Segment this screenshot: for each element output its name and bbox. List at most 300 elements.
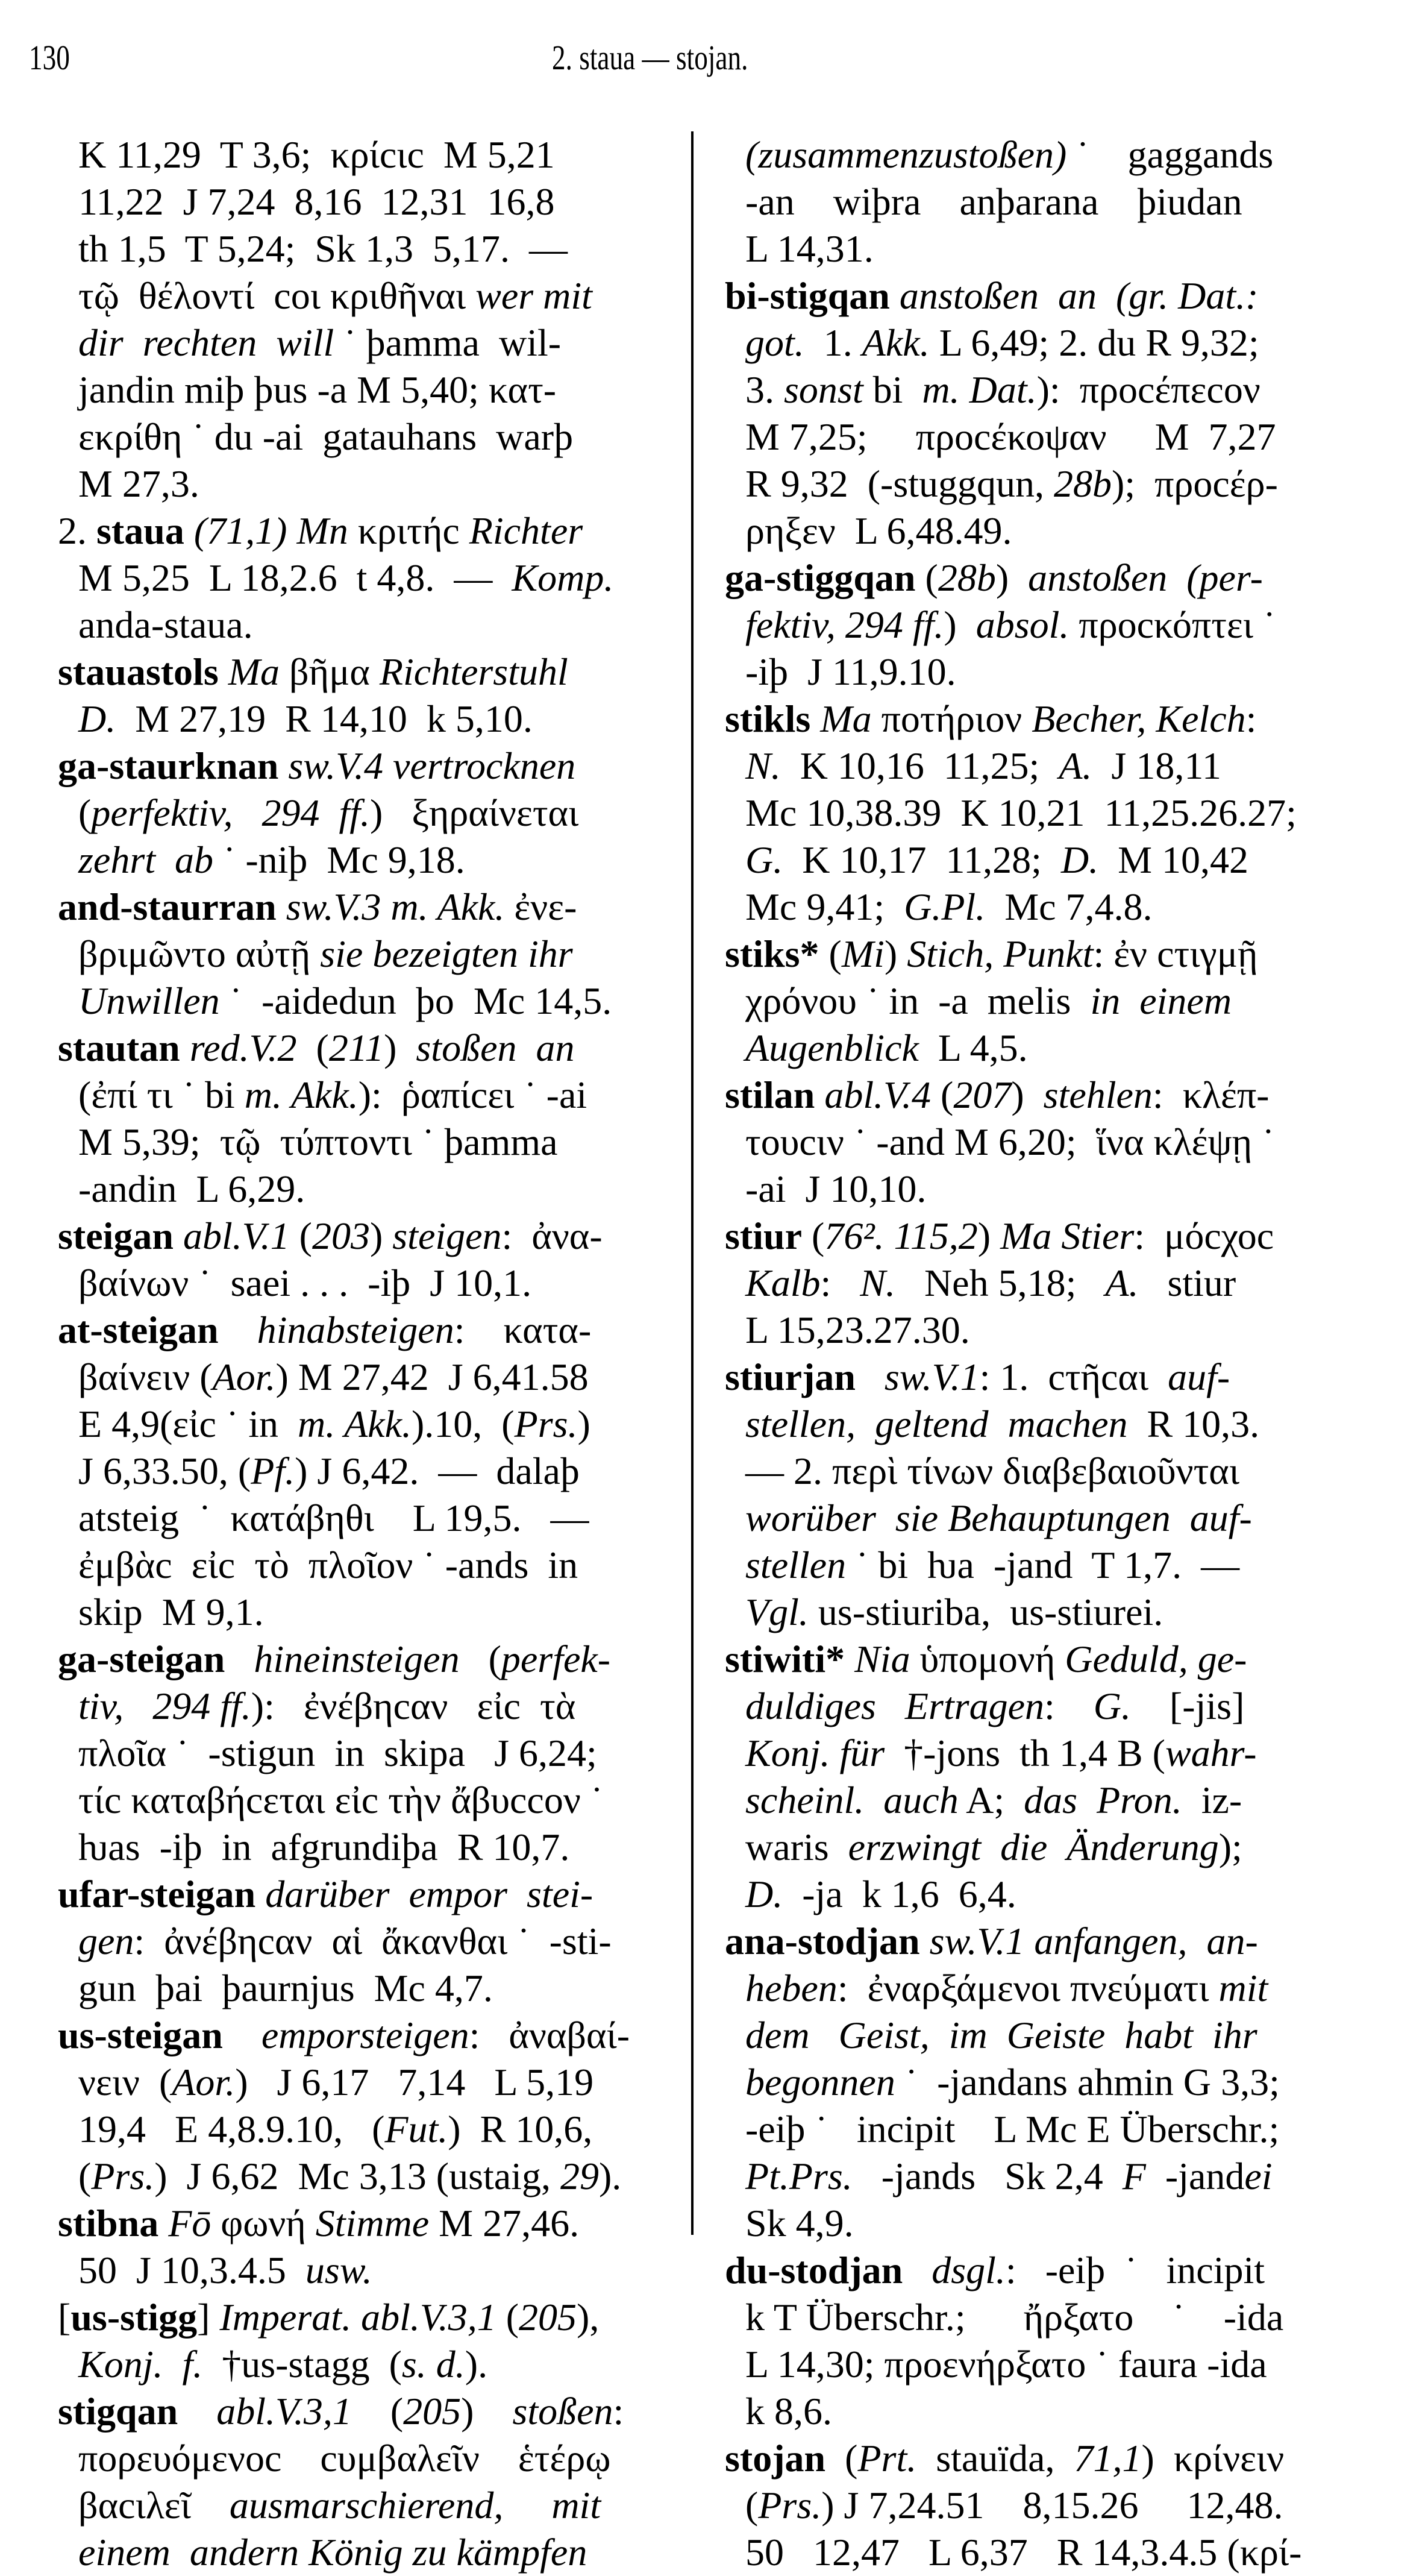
- entry-text: ).10, (: [411, 1403, 515, 1445]
- italic-gloss: stellen: [745, 1544, 847, 1586]
- entry-line: [58, 2153, 660, 2200]
- entry-text: ): [577, 1403, 590, 1445]
- italic-gloss: 207: [953, 1073, 1012, 1116]
- entry-text: M 10,42: [1098, 838, 1248, 881]
- italic-gloss: steigen: [392, 1214, 502, 1257]
- italic-gloss: einem andern König zu kämpfen: [78, 2531, 587, 2574]
- entry-text: βῆμα: [280, 650, 380, 693]
- italic-gloss: m. Akk.: [244, 1073, 359, 1116]
- italic-gloss: gen: [78, 1920, 134, 1962]
- italic-gloss: Richterstuhl: [379, 650, 568, 693]
- italic-gloss: stoßen an: [416, 1026, 575, 1069]
- entry-text: ): [884, 932, 907, 975]
- headword: stautan: [58, 1026, 180, 1069]
- entry-line: [725, 507, 1379, 554]
- headword: stigqan: [58, 2390, 178, 2433]
- entry-text: ): προcέπεcον: [1036, 368, 1260, 411]
- italic-gloss: auf-: [1168, 1356, 1230, 1398]
- entry-text: ).: [465, 2343, 488, 2386]
- italic-gloss: Richter: [469, 509, 583, 552]
- entry-text: -ai J 10,10.: [745, 1167, 927, 1210]
- entry-line: [725, 2341, 1379, 2388]
- headword: ga-staurknan: [58, 744, 279, 787]
- entry-text: iz-: [1182, 1779, 1242, 1821]
- entry-line: [58, 1777, 660, 1824]
- italic-gloss: G.Pl.: [904, 885, 986, 928]
- entry-line: [725, 1119, 1379, 1166]
- italic-gloss: stoßen: [512, 2390, 613, 2433]
- entry-text: 2.: [58, 509, 96, 552]
- entry-line: [725, 2294, 1379, 2341]
- entry-text: τίc καταβήcεται εἰc τὴν ἄβυccον ˙: [78, 1779, 604, 1821]
- italic-gloss: Geduld, ge-: [1065, 1638, 1247, 1680]
- italic-gloss: N.: [860, 1261, 895, 1304]
- entry-line: [725, 790, 1379, 837]
- entry-text: : κατα-: [454, 1308, 592, 1351]
- entry-text: χρόνου ˙ in -a melis: [745, 979, 1091, 1022]
- entry-line: [58, 1260, 660, 1307]
- entry-line: [58, 225, 660, 272]
- entry-text: 1.: [804, 321, 862, 364]
- italic-gloss: 28b: [938, 556, 996, 599]
- entry-text: ): [369, 1214, 393, 1257]
- headword: stiks*: [725, 932, 819, 975]
- entry-text: stauïda,: [916, 2437, 1074, 2480]
- entry-headline: [58, 2012, 660, 2059]
- entry-text: βριμῶντο αὐτῇ: [78, 932, 321, 975]
- entry-headline: [58, 2200, 660, 2247]
- entry-text: waris: [745, 1826, 848, 1868]
- entry-text: M 5,39; τῷ τύπτοντι ˙ þamma: [78, 1120, 558, 1163]
- entry-text: ),: [577, 2296, 600, 2339]
- entry-text: (: [289, 1214, 312, 1257]
- entry-text: Sk 4,9.: [745, 2202, 854, 2245]
- entry-text: M 7,25; προcέκοψαν M 7,27: [745, 415, 1276, 458]
- italic-gloss: sw.V.1: [884, 1356, 980, 1398]
- entry-text: (: [825, 2437, 858, 2480]
- entry-text: [278, 744, 288, 787]
- entry-text: M 27,3.: [78, 462, 199, 505]
- entry-line: [58, 1730, 660, 1777]
- entry-line: [725, 2106, 1379, 2153]
- italic-gloss: begonnen: [745, 2061, 895, 2103]
- headword: staua: [96, 509, 184, 552]
- entry-text: ) J 6,17 7,14 L 5,19: [235, 2061, 594, 2103]
- italic-gloss: Kalb: [745, 1261, 821, 1304]
- italic-gloss: 76². 115,2: [824, 1214, 978, 1257]
- italic-gloss: sie bezeigten ihr: [320, 932, 573, 975]
- entry-line: [58, 554, 660, 602]
- italic-gloss: perfek-: [501, 1638, 611, 1680]
- entry-text: ): ῥαπίcει ˙ -ai: [358, 1073, 587, 1116]
- entry-line: [725, 1965, 1379, 2012]
- entry-text: [: [58, 2296, 71, 2339]
- entry-text: (: [296, 1026, 329, 1069]
- headword: stiur: [725, 1214, 802, 1257]
- entry-text: th 1,5 T 5,24; Sk 1,3 5,17. —: [78, 227, 568, 270]
- entry-headline: [58, 884, 660, 931]
- italic-gloss: Unwillen: [78, 979, 220, 1022]
- italic-gloss: sw.V.3 m. Akk.: [286, 885, 505, 928]
- entry-text: ˙ þamma wil-: [334, 321, 562, 364]
- entry-text: [920, 1920, 930, 1962]
- entry-text: : ἀναβαί-: [469, 2014, 630, 2056]
- entry-text: : ἀνέβηcαν αἱ ἄκανθαι ˙ -sti-: [134, 1920, 612, 1962]
- entry-line: [58, 460, 660, 507]
- entry-text: [903, 2249, 932, 2292]
- entry-text: R 9,32 (-stuggqun,: [745, 462, 1054, 505]
- entry-text: -jand: [1145, 2155, 1245, 2197]
- entry-text: 11,22 J 7,24 8,16 12,31 16,8: [78, 180, 555, 223]
- entry-text: M 27,19 R 14,10 k 5,10.: [116, 697, 533, 740]
- entry-headline: [725, 1072, 1379, 1119]
- entry-text: 50 12,47 L 6,37 R 14,3.4.5 (κρί-: [745, 2531, 1302, 2574]
- italic-gloss: abl.V.1: [183, 1214, 290, 1257]
- entry-text: :: [613, 2390, 624, 2433]
- entry-line: [58, 1166, 660, 1213]
- entry-text: (: [931, 1073, 954, 1116]
- entry-line: [58, 1354, 660, 1401]
- entry-text: : κλέπ-: [1152, 1073, 1270, 1116]
- entry-text: : ἐν cτιγμῇ: [1093, 932, 1258, 975]
- italic-gloss: worüber sie Behauptungen auf-: [745, 1497, 1252, 1539]
- entry-text: (: [745, 2484, 759, 2527]
- italic-gloss: Fō: [168, 2202, 211, 2245]
- entry-line: [725, 131, 1379, 178]
- entry-text: τῷ θέλοντί coι κριθῆναι: [78, 274, 476, 317]
- italic-gloss: Vgl.: [745, 1591, 809, 1633]
- italic-gloss: 29: [560, 2155, 599, 2197]
- italic-gloss: s. d.: [401, 2343, 465, 2386]
- entry-text: A;: [958, 1779, 1024, 1821]
- entry-text: : ἀνα-: [501, 1214, 603, 1257]
- entry-headline: [58, 1307, 660, 1354]
- entry-text: L 14,30; προενήρξατο ˙ faura -ida: [745, 2343, 1267, 2386]
- italic-gloss: 205: [519, 2296, 577, 2339]
- entry-line: [725, 1730, 1379, 1777]
- entry-text: [184, 509, 194, 552]
- entry-text: εκρίθη ˙ du -ai gatauhans warþ: [78, 415, 574, 458]
- italic-gloss: sonst: [784, 368, 863, 411]
- entry-text: ) κρίνειν: [1141, 2437, 1285, 2480]
- entry-text: -ja k 1,6 6,4.: [783, 1873, 1016, 1915]
- entry-text: atsteig ˙ κατάβηθι L 19,5. —: [78, 1497, 589, 1539]
- entry-text: :: [1245, 697, 1257, 740]
- entry-text: (: [915, 556, 938, 599]
- entry-text: (: [459, 1638, 501, 1680]
- italic-gloss: fektiv, 294 ff.: [745, 603, 944, 646]
- italic-gloss: Stimme: [315, 2202, 430, 2245]
- entry-text: skip M 9,1.: [78, 1591, 264, 1633]
- italic-gloss: ei: [1244, 2155, 1273, 2197]
- italic-gloss: Prs.: [758, 2484, 822, 2527]
- entry-line: [725, 837, 1379, 884]
- entry-text: L 15,23.27.30.: [745, 1308, 970, 1351]
- italic-gloss: erzwingt die Änderung: [848, 1826, 1219, 1868]
- entry-line: [725, 1542, 1379, 1589]
- entry-text: );: [1218, 1826, 1242, 1868]
- headword: steigan: [58, 1214, 174, 1257]
- entry-line: [725, 178, 1379, 225]
- headword: stibna: [58, 2202, 159, 2245]
- entry-line: [58, 978, 660, 1025]
- entry-text: M 5,25 L 18,2.6 t 4,8. —: [78, 556, 512, 599]
- entry-text: (: [351, 2390, 404, 2433]
- italic-gloss: stellen, geltend machen: [745, 1403, 1128, 1445]
- italic-gloss: das Pron.: [1024, 1779, 1182, 1821]
- entry-headline: [725, 2435, 1379, 2482]
- italic-gloss: D.: [745, 1873, 783, 1915]
- entry-text: ): ἐνέβηcαν εἰc τὰ: [251, 1685, 576, 1727]
- italic-gloss: Aor.: [212, 1356, 276, 1398]
- entry-line: [58, 178, 660, 225]
- entry-line: [58, 413, 660, 460]
- italic-gloss: wahr-: [1165, 1732, 1257, 1774]
- italic-gloss: usw.: [305, 2249, 372, 2292]
- italic-gloss: in einem: [1090, 979, 1232, 1022]
- italic-gloss: G.: [745, 838, 783, 881]
- entry-text: ὑπομονή: [910, 1638, 1065, 1680]
- headword: stiwiti*: [725, 1638, 845, 1680]
- italic-gloss: (71,1) Mn: [193, 509, 348, 552]
- italic-gloss: Prs.: [514, 1403, 578, 1445]
- entry-line: [58, 1119, 660, 1166]
- entry-line: [58, 1401, 660, 1448]
- italic-gloss: F: [1122, 2155, 1146, 2197]
- entry-text: φωνή: [211, 2202, 316, 2245]
- entry-line: [725, 743, 1379, 790]
- entry-text: (: [802, 1214, 825, 1257]
- entry-headline: [58, 507, 660, 554]
- entry-line: [725, 319, 1379, 366]
- entry-line: [58, 1448, 660, 1495]
- italic-gloss: 205: [403, 2390, 462, 2433]
- italic-gloss: perfektiv, 294 ff.: [91, 791, 370, 834]
- entry-text: stiur: [1138, 1261, 1236, 1304]
- entry-text: Neh 5,18;: [895, 1261, 1106, 1304]
- entry-text: L 6,49; 2. du R 9,32;: [929, 321, 1259, 364]
- entry-line: [725, 978, 1379, 1025]
- entry-text: -iþ J 11,9.10.: [745, 650, 956, 693]
- italic-gloss: dsgl.: [932, 2249, 1006, 2292]
- entry-line: [725, 413, 1379, 460]
- italic-gloss: anstoßen (per-: [1028, 556, 1263, 599]
- entry-text: ]: [197, 2296, 220, 2339]
- entry-text: ˙ -niþ Mc 9,18.: [213, 838, 465, 881]
- italic-gloss: Ma: [228, 650, 280, 693]
- italic-gloss: Pt.Prs.: [745, 2155, 853, 2197]
- entry-line: [58, 1824, 660, 1871]
- entry-text: ƕas -iþ in afgrundiþa R 10,7.: [78, 1826, 570, 1868]
- entry-line: [58, 2482, 660, 2529]
- italic-gloss: got.: [745, 321, 804, 364]
- right-column: [725, 131, 1379, 2576]
- entry-line: [725, 884, 1379, 931]
- entry-text: : μόcχοc: [1134, 1214, 1274, 1257]
- italic-gloss: Komp.: [512, 556, 614, 599]
- left-column: [58, 131, 660, 2576]
- entry-line: [58, 319, 660, 366]
- running-head: 2. staua — stojan.: [552, 38, 748, 77]
- entry-text: : -eiþ ˙ incipit: [1005, 2249, 1265, 2292]
- entry-text: gun þai þaurnjus Mc 4,7.: [78, 1967, 493, 2009]
- entry-text: E 4,9(εἰc ˙ in: [78, 1403, 298, 1445]
- page-header: [29, 37, 1397, 86]
- headword: stojan: [725, 2437, 826, 2480]
- entry-line: [58, 2059, 660, 2106]
- entry-headline: [58, 743, 660, 790]
- italic-gloss: m. Akk.: [298, 1403, 412, 1445]
- headword: and-staurran: [58, 885, 277, 928]
- entry-headline: [725, 2247, 1379, 2294]
- italic-gloss: sw.V.1 anfangen, an-: [929, 1920, 1258, 1962]
- entry-text: (ἐπί τι ˙ bi: [78, 1073, 245, 1116]
- entry-text: ): [461, 2390, 513, 2433]
- italic-gloss: G.: [1093, 1685, 1131, 1727]
- entry-text: ποτήριον: [871, 697, 1032, 740]
- italic-gloss: dem Geist, im Geiste habt ihr: [745, 2014, 1257, 2056]
- entry-line: [725, 2529, 1379, 2576]
- entry-text: bi: [863, 368, 922, 411]
- headword: stikls: [725, 697, 811, 740]
- entry-line: [725, 2153, 1379, 2200]
- italic-gloss: m. Dat.: [922, 368, 1037, 411]
- entry-text: ).: [598, 2155, 622, 2197]
- entry-text: ): [977, 1214, 1001, 1257]
- entry-text: [-jis]: [1130, 1685, 1245, 1727]
- entry-line: [725, 460, 1379, 507]
- italic-gloss: Mi: [841, 932, 885, 975]
- entry-text: Mc 7,4.8.: [985, 885, 1153, 928]
- entry-line: [58, 2435, 660, 2482]
- entry-line: [725, 2200, 1379, 2247]
- entry-text: :: [1044, 1685, 1094, 1727]
- entry-line: [58, 2106, 660, 2153]
- entry-headline: [58, 1025, 660, 1072]
- entry-line: [725, 2012, 1379, 2059]
- entry-line: [58, 602, 660, 649]
- entry-text: -eiþ ˙ incipit L Mc E Überschr.;: [745, 2108, 1280, 2150]
- headword: ga-steigan: [58, 1638, 225, 1680]
- entry-text: τουcιν ˙ -and M 6,20; ἵνα κλέψῃ ˙: [745, 1120, 1275, 1163]
- entry-line: [58, 1683, 660, 1730]
- entry-headline: [58, 1636, 660, 1683]
- entry-text: -jands Sk 2,4: [852, 2155, 1123, 2197]
- headword: stiurjan: [725, 1356, 856, 1398]
- entry-headline: [58, 2294, 660, 2341]
- italic-gloss: abl.V.4: [824, 1073, 931, 1116]
- entry-line: [58, 1589, 660, 1636]
- entry-text: (: [78, 791, 92, 834]
- entry-text: ) J 6,62 Mc 3,13 (ustaig,: [154, 2155, 560, 2197]
- entry-line: [725, 1166, 1379, 1213]
- italic-gloss: Becher, Kelch: [1032, 697, 1246, 740]
- entry-headline: [58, 649, 660, 696]
- entry-line: [58, 131, 660, 178]
- entry-text: [810, 697, 820, 740]
- entry-line: [58, 1542, 660, 1589]
- italic-gloss: Ma: [820, 697, 872, 740]
- italic-gloss: Akk.: [862, 321, 930, 364]
- italic-gloss: sw.V.4 vertrocknen: [288, 744, 576, 787]
- entry-line: [725, 2482, 1379, 2529]
- entry-headline: [725, 1213, 1379, 1260]
- entry-text: K 11,29 T 3,6; κρίcιc M 5,21: [78, 133, 555, 176]
- italic-gloss: 28b: [1054, 462, 1112, 505]
- entry-line: [58, 931, 660, 978]
- entry-text: νειν (: [78, 2061, 172, 2103]
- italic-gloss: anstoßen an (gr. Dat.:: [899, 274, 1259, 317]
- entry-line: [58, 1918, 660, 1965]
- headword: us-steigan: [58, 2014, 223, 2056]
- entry-text: προcκόπτει ˙: [1069, 603, 1276, 646]
- italic-gloss: mit: [1218, 1967, 1268, 2009]
- entry-text: [219, 1308, 257, 1351]
- italic-gloss: N.: [745, 744, 781, 787]
- entry-text: [255, 1873, 265, 1915]
- entry-text: [225, 1638, 254, 1680]
- entry-line: [58, 790, 660, 837]
- italic-gloss: hineinsteigen: [254, 1638, 460, 1680]
- entry-line: [58, 366, 660, 413]
- entry-text: 19,4 E 4,8.9.10, (: [78, 2108, 385, 2150]
- entry-line: [725, 1401, 1379, 1448]
- entry-text: -andin L 6,29.: [78, 1167, 305, 1210]
- entry-text: K 10,16 11,25;: [780, 744, 1059, 787]
- entry-line: [725, 1448, 1379, 1495]
- entry-text: k T Überschr.; ἤρξατο ˙ -ida: [745, 2296, 1284, 2339]
- entry-text: L 4,5.: [918, 1026, 1028, 1069]
- headword: us-stigg: [70, 2296, 198, 2339]
- entry-text: πλοῖα ˙ -stigun in skipa J 6,24;: [78, 1732, 597, 1774]
- entry-headline: [725, 931, 1379, 978]
- entry-text: ἐμβὰc εἰc τὸ πλοῖον ˙ -ands in: [78, 1544, 578, 1586]
- italic-gloss: wer mit: [475, 274, 592, 317]
- italic-gloss: scheinl. auch: [745, 1779, 959, 1821]
- entry-headline: [725, 554, 1379, 602]
- entry-line: [725, 1260, 1379, 1307]
- entry-text: [890, 274, 900, 317]
- italic-gloss: Pf.: [251, 1450, 295, 1492]
- entry-text: (: [819, 932, 842, 975]
- entry-text: βαcιλεῖ: [78, 2484, 230, 2527]
- entry-line: [58, 272, 660, 319]
- italic-gloss: Imperat. abl.V.3,1: [219, 2296, 496, 2339]
- entry-text: [277, 885, 286, 928]
- entry-text: [178, 2390, 216, 2433]
- entry-text: — 2. περὶ τίνων διαβεβαιοῦνται: [745, 1450, 1240, 1492]
- headword: at-steigan: [58, 1308, 219, 1351]
- column-divider-gap: [690, 2257, 695, 2275]
- italic-gloss: ausmarschierend, mit: [229, 2484, 601, 2527]
- headword: du-stodjan: [725, 2249, 903, 2292]
- entry-line: [725, 1824, 1379, 1871]
- entry-headline: [725, 696, 1379, 743]
- italic-gloss: Konj. f.: [78, 2343, 203, 2386]
- italic-gloss: 71,1: [1074, 2437, 1142, 2480]
- entry-text: ): [995, 556, 1029, 599]
- headword: ga-stiggqan: [725, 556, 916, 599]
- entry-text: ) J 7,24.51 8,15.26 12,48.: [821, 2484, 1283, 2527]
- entry-headline: [58, 2388, 660, 2435]
- entry-line: [725, 1589, 1379, 1636]
- entry-text: [223, 2014, 261, 2056]
- entry-text: ˙ bi ƕa -jand T 1,7. —: [846, 1544, 1240, 1586]
- italic-gloss: emporsteigen: [261, 2014, 469, 2056]
- italic-gloss: dir rechten will: [78, 321, 334, 364]
- entry-line: [725, 602, 1379, 649]
- headword: ufar-steigan: [58, 1873, 256, 1915]
